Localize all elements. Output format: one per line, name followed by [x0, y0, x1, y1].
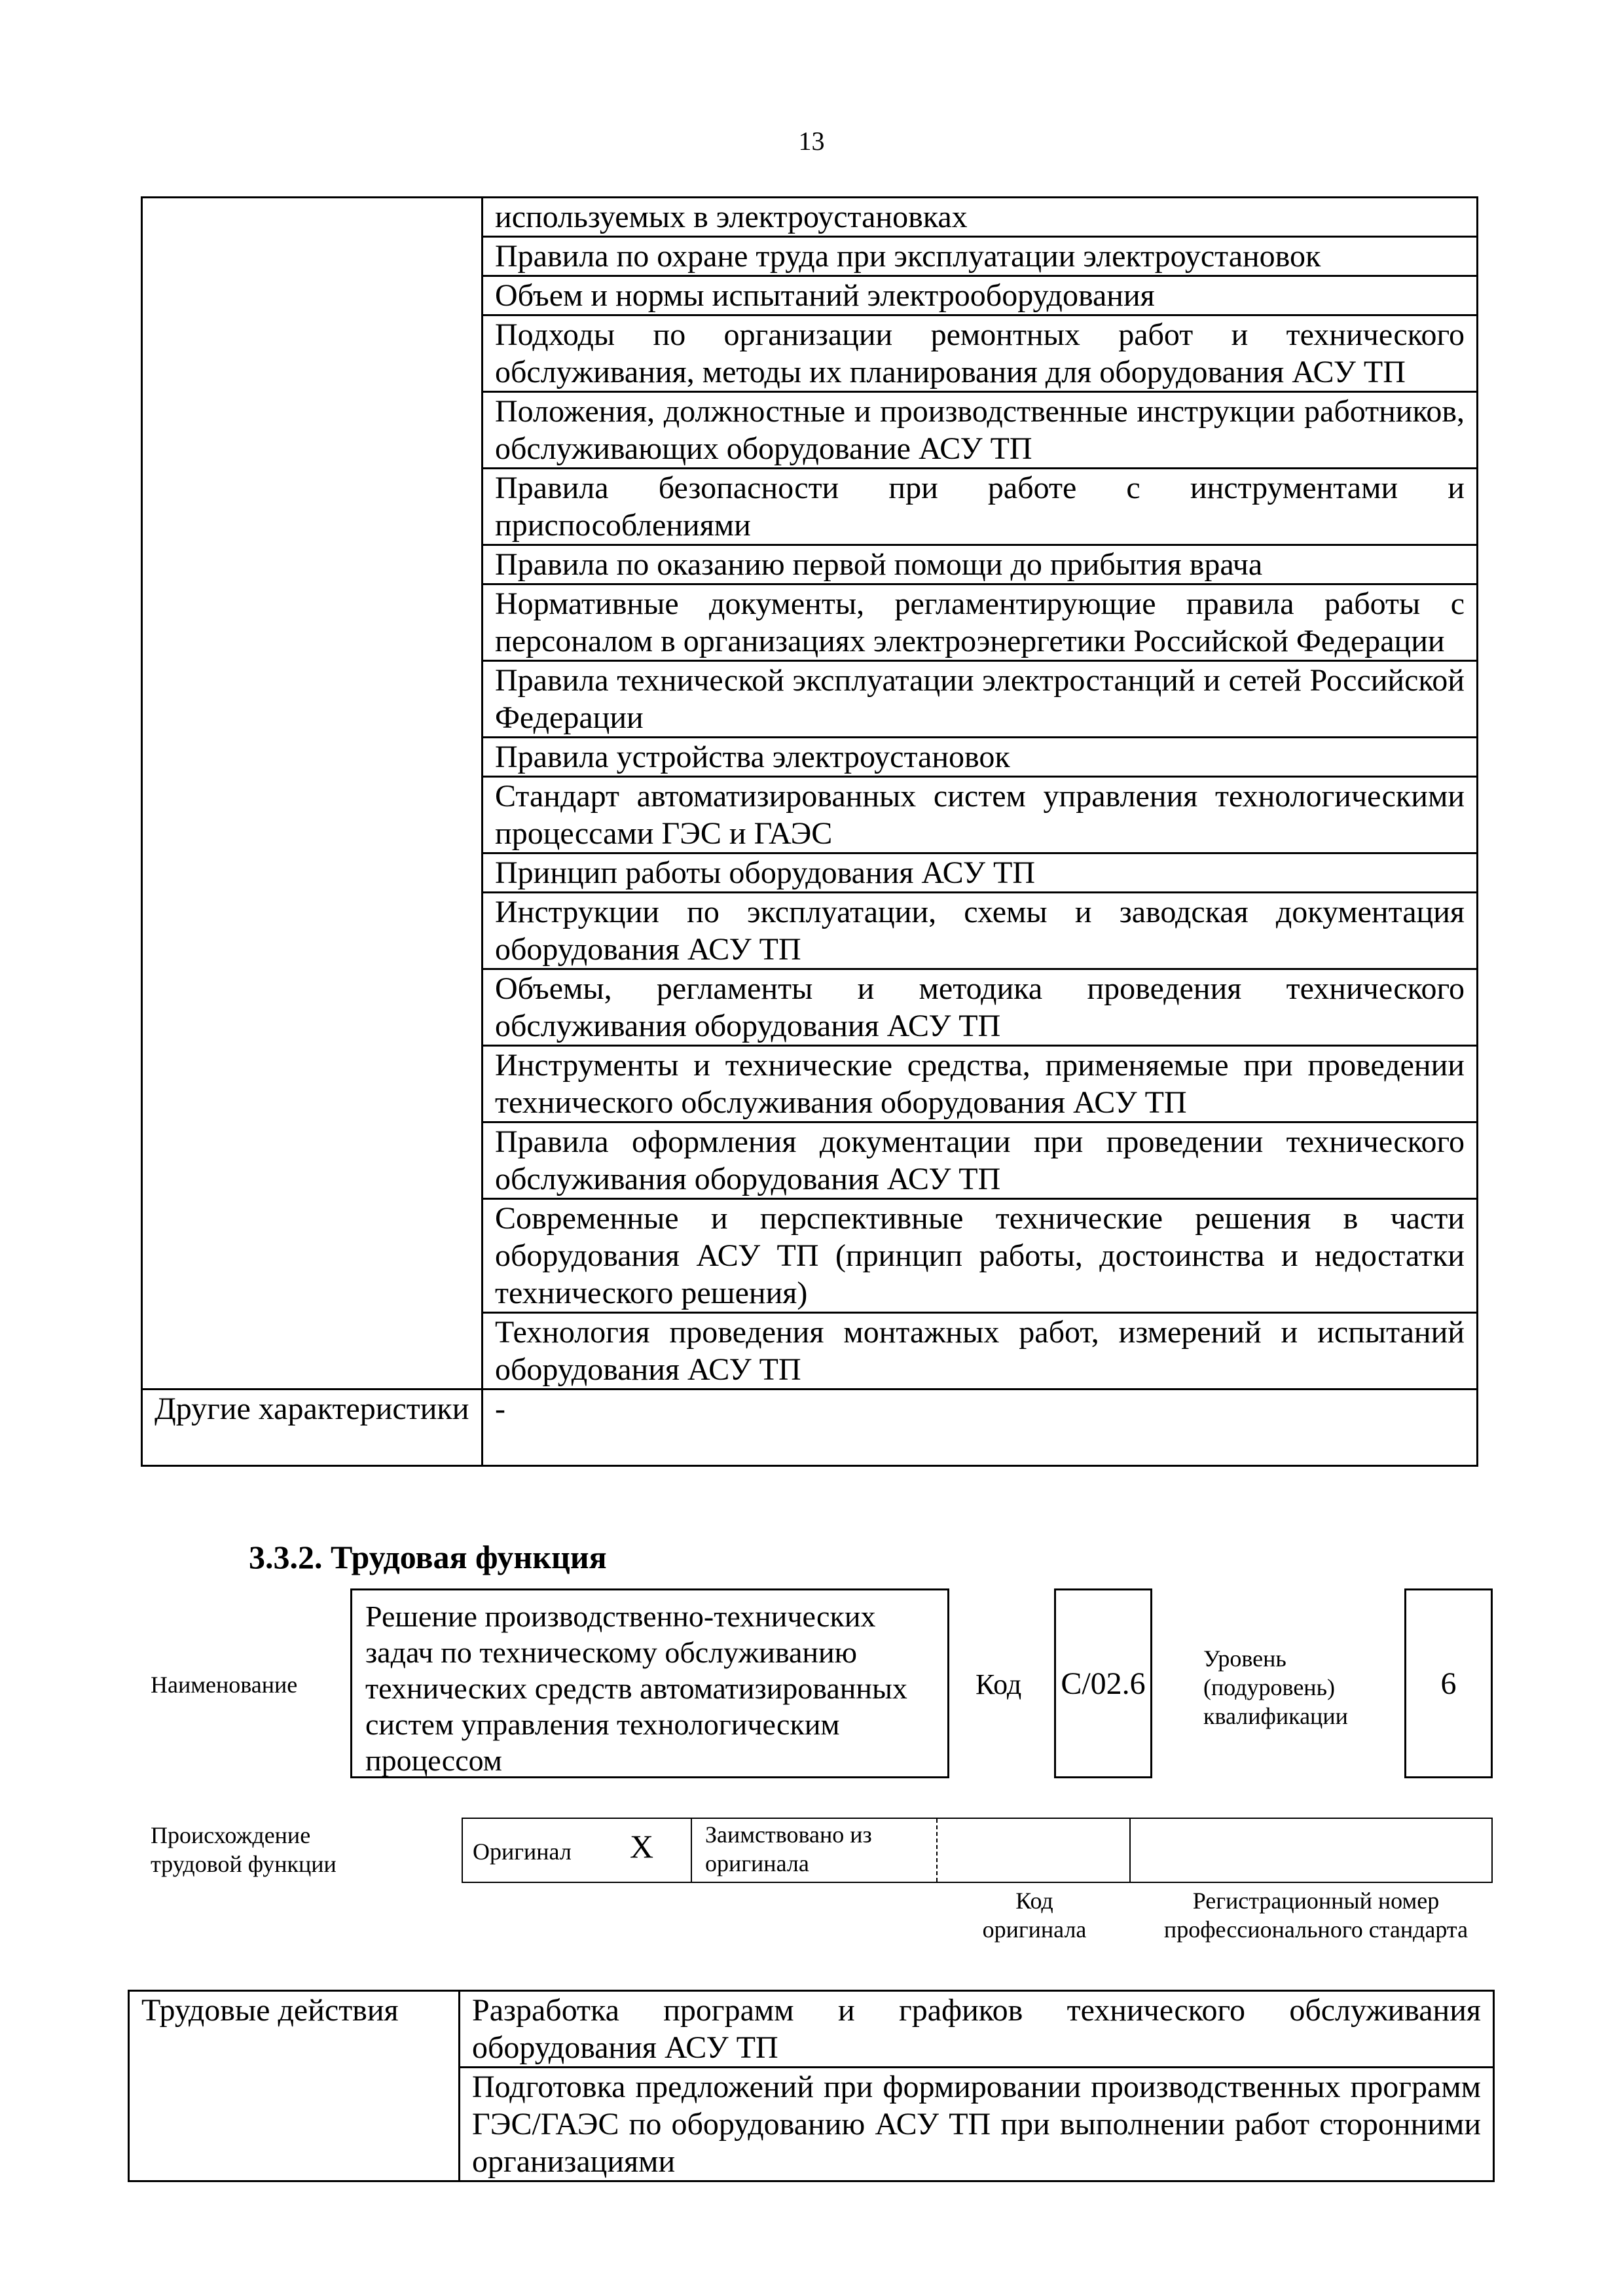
section-heading: 3.3.2. Трудовая функция	[249, 1539, 607, 1575]
borrowed-label: Заимствовано из оригинала	[705, 1821, 872, 1876]
page-number: 13	[798, 126, 825, 156]
level-box	[1404, 1588, 1493, 1778]
knowledge-row: Подходы по организации ремонтных работ и технического обслуживания, методы их планирования для оборудования АСУ ТП	[483, 315, 1478, 392]
original-cell	[463, 1819, 692, 1882]
function-name-box	[350, 1588, 949, 1778]
origin-label: Происхождение трудовой функции	[151, 1822, 337, 1877]
original-mark: X	[630, 1828, 654, 1865]
knowledge-row: Объемы, регламенты и методика проведения технического обслуживания оборудования АСУ ТП	[483, 969, 1478, 1046]
knowledge-row: Инструкции по эксплуатации, схемы и заводская документация оборудования АСУ ТП	[483, 893, 1478, 969]
knowledge-row: Объем и нормы испытаний электрооборудования	[483, 276, 1478, 315]
level-value: 6	[1440, 1666, 1457, 1701]
code-original-caption: Код оригинала	[982, 1888, 1087, 1943]
code-box	[1054, 1588, 1152, 1778]
other-characteristics-value: -	[483, 1390, 1478, 1466]
knowledge-row: Правила по охране труда при эксплуатации электроустановок	[483, 237, 1478, 276]
other-characteristics-label: Другие характеристики	[142, 1390, 483, 1466]
code-label: Код	[976, 1668, 1022, 1700]
function-name-value: Решение производственно-технических задач по техническому обслуживанию технических средств автоматизированных систем управления технологическим процессом	[365, 1600, 907, 1777]
knowledge-row: Правила по оказанию первой помощи до прибытия врача	[483, 545, 1478, 584]
knowledge-row: Принцип работы оборудования АСУ ТП	[483, 853, 1478, 893]
code-value: С/02.6	[1061, 1666, 1146, 1701]
action-row: Разработка программ и графиков технического обслуживания оборудования АСУ ТП	[460, 1991, 1494, 2068]
level-label: Уровень (подуровень) квалификации	[1203, 1645, 1348, 1729]
knowledge-table	[141, 196, 1478, 1467]
knowledge-row: Положения, должностные и производственные инструкции работников, обслуживающих оборудование АСУ ТП	[483, 392, 1478, 469]
code-original-cell	[938, 1819, 1131, 1882]
reg-number-cell	[1131, 1819, 1491, 1882]
origin-row	[462, 1818, 1493, 1883]
borrowed-cell	[692, 1819, 938, 1882]
knowledge-row: Правила оформления документации при проведении технического обслуживания оборудования АСУ ТП	[483, 1122, 1478, 1199]
knowledge-row: Правила безопасности при работе с инструментами и приспособлениями	[483, 469, 1478, 545]
knowledge-row: Стандарт автоматизированных систем управления технологическими процессами ГЭС и ГАЭС	[483, 777, 1478, 853]
knowledge-row: Технология проведения монтажных работ, измерений и испытаний оборудования АСУ ТП	[483, 1313, 1478, 1390]
name-label: Наименование	[151, 1672, 298, 1698]
knowledge-row: Правила устройства электроустановок	[483, 738, 1478, 777]
actions-table	[128, 1990, 1495, 2182]
knowledge-row: Правила технической эксплуатации электростанций и сетей Российской Федерации	[483, 661, 1478, 738]
knowledge-row: Нормативные документы, регламентирующие правила работы с персоналом в организациях электроэнергетики Российской Федерации	[483, 584, 1478, 661]
action-row: Подготовка предложений при формировании производственных программ ГЭС/ГАЭС по оборудованию АСУ ТП при выполнении работ сторонними организациями	[460, 2068, 1494, 2181]
knowledge-label-cell	[142, 198, 483, 1390]
original-label: Оригинал	[473, 1839, 572, 1865]
actions-label: Трудовые действия	[129, 1991, 460, 2181]
knowledge-row: Современные и перспективные технические решения в части оборудования АСУ ТП (принцип работы, достоинства и недостатки технического решения)	[483, 1199, 1478, 1313]
knowledge-row: Инструменты и технические средства, применяемые при проведении технического обслуживания оборудования АСУ ТП	[483, 1046, 1478, 1122]
knowledge-row: используемых в электроустановках	[483, 198, 1478, 237]
reg-number-caption: Регистрационный номер профессионального стандарта	[1163, 1888, 1468, 1943]
